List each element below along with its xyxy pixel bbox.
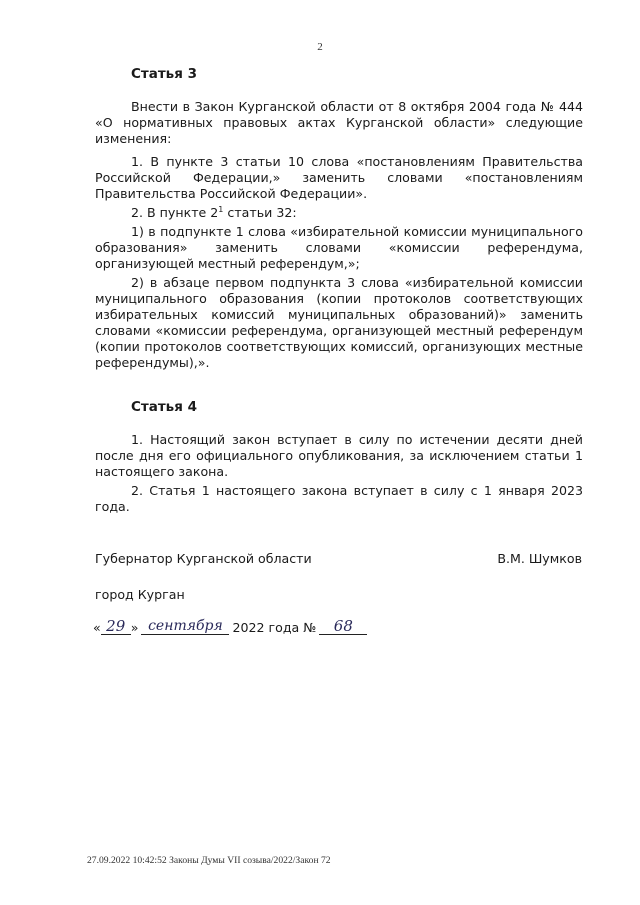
document-footer: 27.09.2022 10:42:52 Законы Думы VII созыва/2022/Закон 72 [87,855,331,866]
article-4-heading: Статья 4 [131,399,197,415]
article-3-item-1: 1. В пункте 3 статьи 10 слова «постановлениям Правительства Российской Федерации,» заменить словами «постановлениям Правительства Российской Федерации». [95,154,583,201]
article-4-item-2: 2. Статья 1 настоящего закона вступает в силу с 1 января 2023 года. [95,483,583,514]
date-open-quote: « [93,620,101,635]
article-3-heading: Статья 3 [131,66,197,82]
date-close-quote: » [130,620,139,635]
article-4-item-1: 1. Настоящий закон вступает в силу по истечении десяти дней после дня его официального опубликования, за исключением статьи 1 настоящего закона. [95,432,583,479]
item-2-text-start: 2. В пункте 2 [131,205,219,220]
article-3-intro: Внести в Закон Курганской области от 8 октября 2004 года № 444 «О нормативных правовых актах Курганской области» следующие изменения: [95,99,583,146]
article-3-item-2 [95,205,583,221]
handwritten-day: 29 [101,619,131,635]
page-number: 2 [317,41,323,53]
signer-title: Губернатор Курганской области [95,551,312,566]
article-3-subitem-2: 2) в абзаце первом подпункта 3 слова «избирательной комиссии муниципального образования (копии протоколов соответствующих избирательных комиссий муниципальных образований)» заменить словами «комиссии референдума, организующей местный референдум (копии протоколов соответствующих комиссий, организующих местные референдумы),». [95,275,583,370]
signing-date-line [93,619,367,635]
article-3-subitem-1: 1) в подпункте 1 слова «избирательной комиссии муниципального образования» заменить словами «комиссии референдума, организующей местный референдум,»; [95,224,583,271]
handwritten-law-number: 68 [319,619,367,635]
handwritten-month: сентября [141,619,229,635]
item-2-text-end: статьи 32: [223,205,297,220]
city: город Курган [95,587,185,602]
signer-name: В.М. Шумков [497,551,582,566]
date-year-text: 2022 года № [232,620,317,635]
item-2-superscript: 1 [218,204,224,214]
